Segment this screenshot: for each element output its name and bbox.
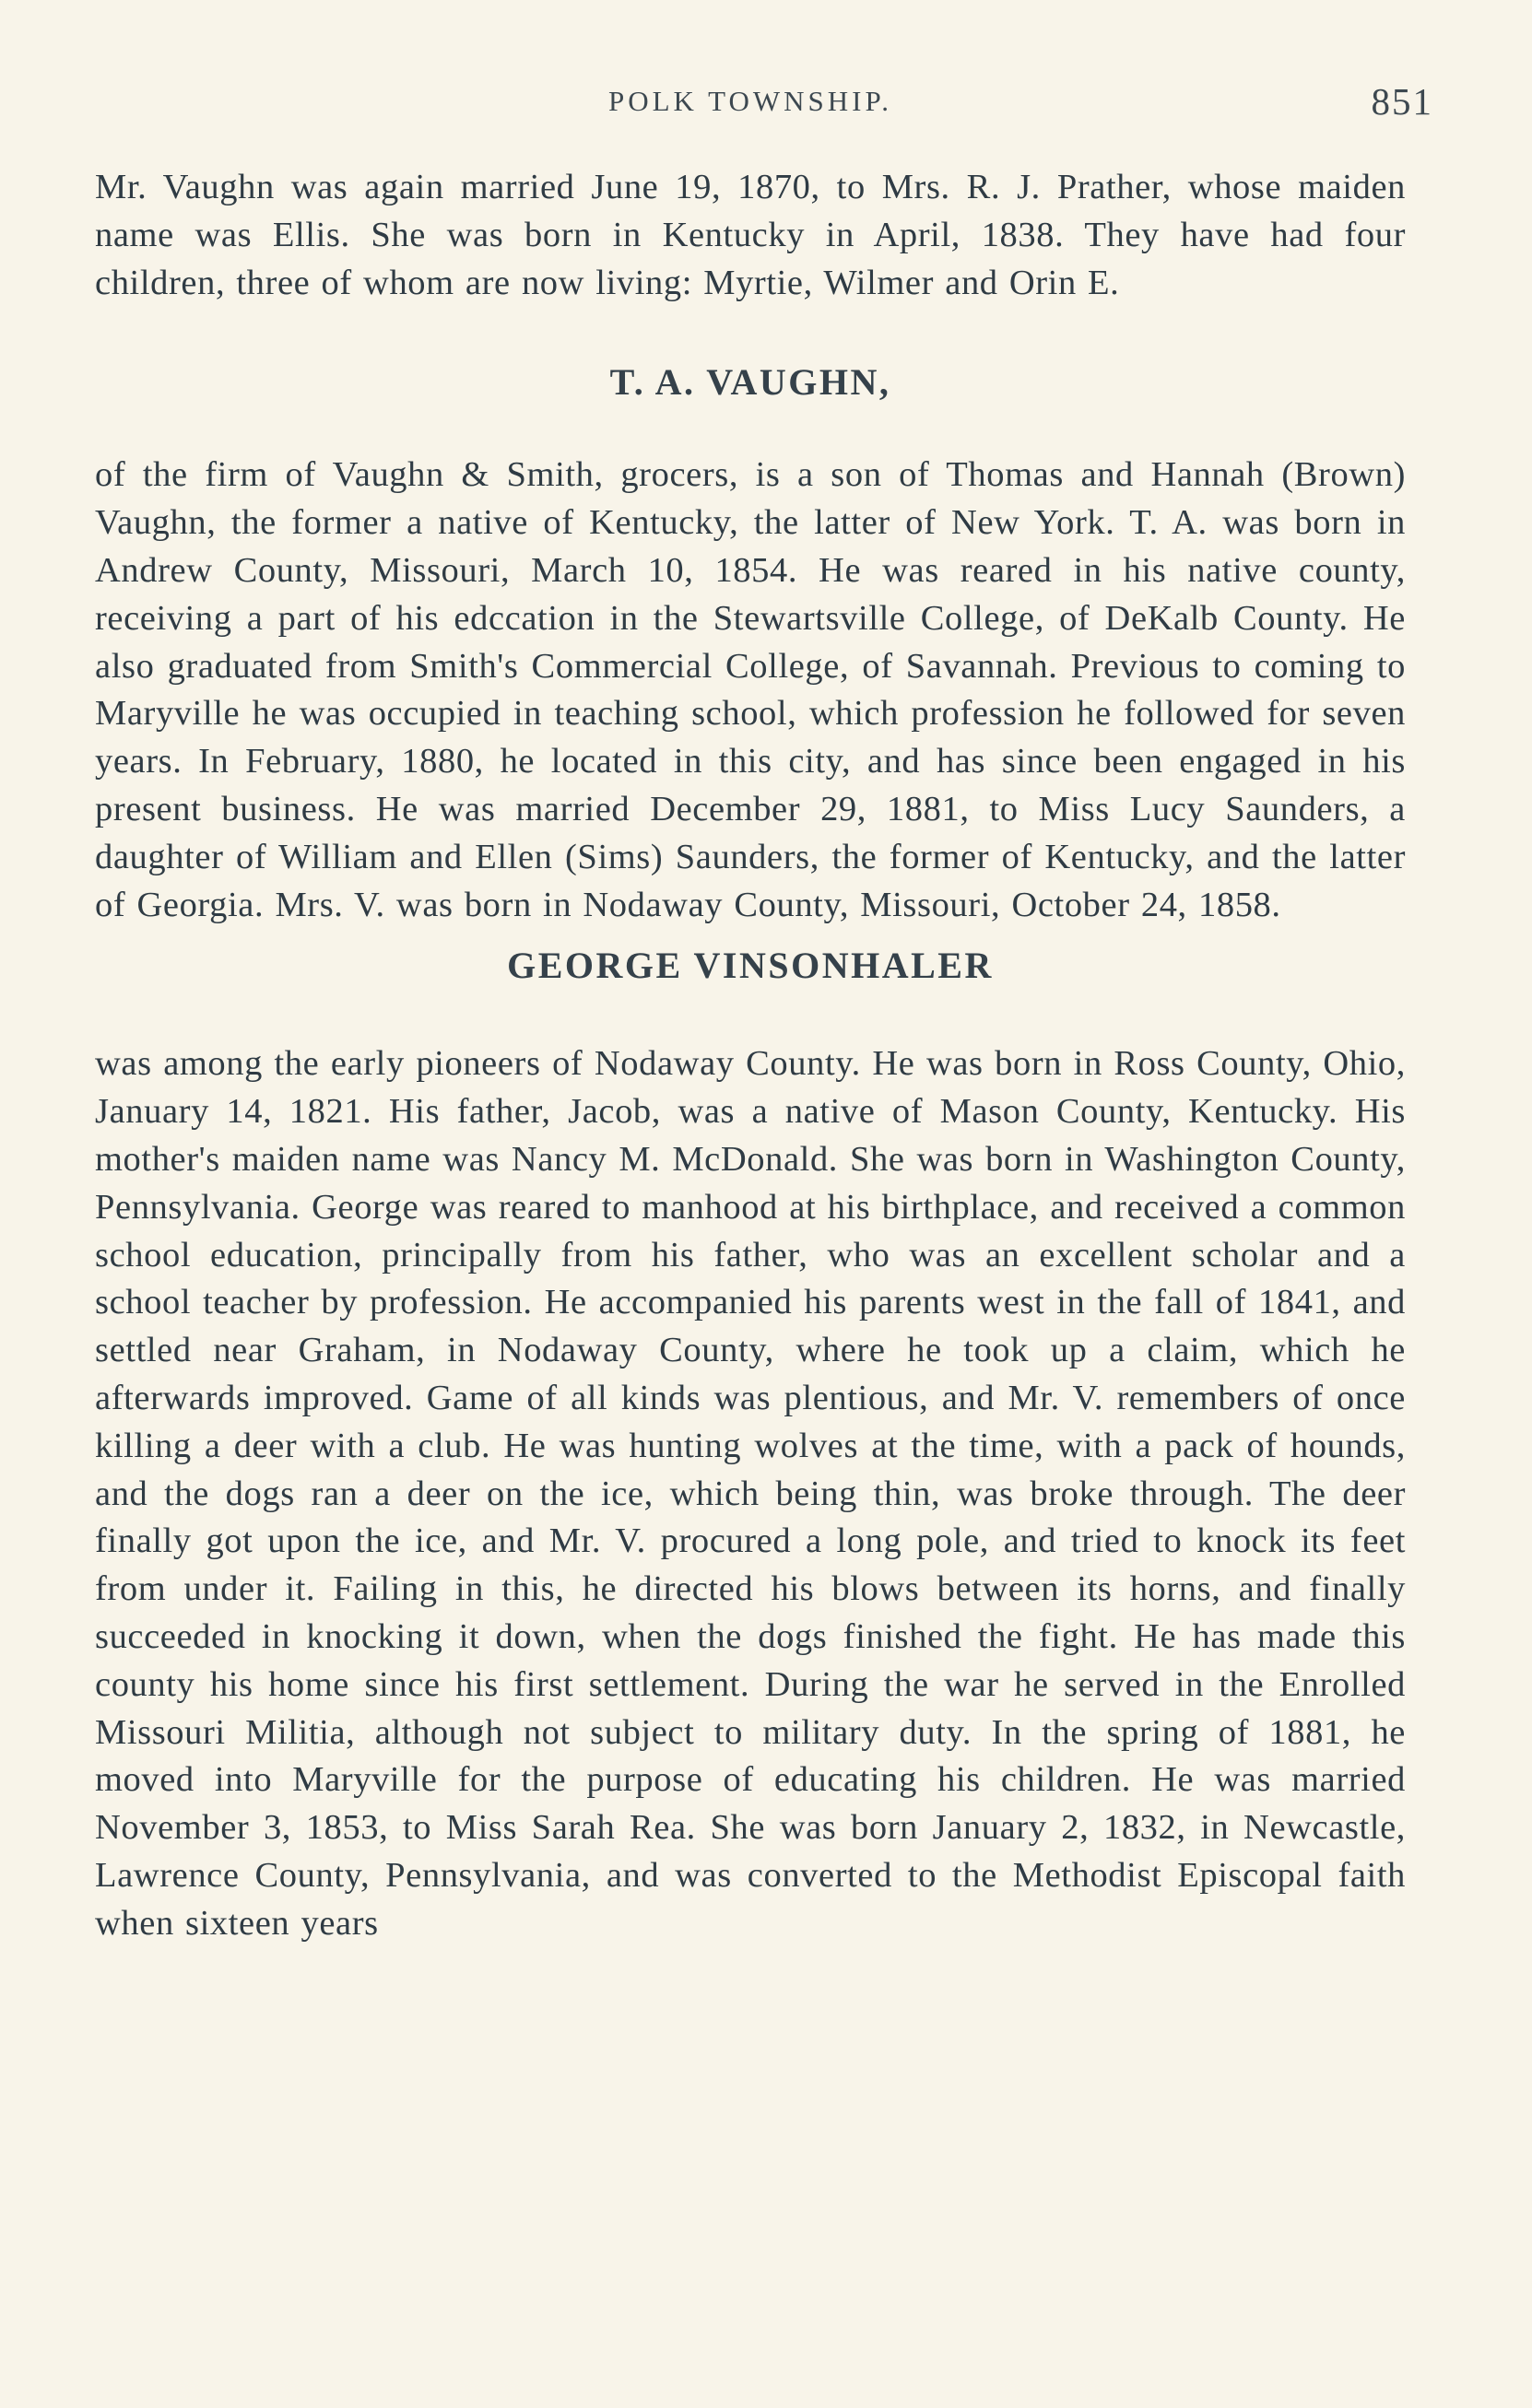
section-heading-ta-vaughn: T. A. VAUGHN, [609, 361, 891, 404]
page-number: 851 [1371, 80, 1433, 123]
intro-paragraph: Mr. Vaughn was again married June 19, 1870, to Mrs. R. J. Prather, whose maiden name was Ellis. She was born in Kentucky in April, 1838. They have had four children, three of whom are now living: Myrtie, Wilmer and Orin E. [95, 168, 1406, 302]
section-body-ta-vaughn: of the firm of Vaughn & Smith, grocers, is a son of Thomas and Hannah (Brown) Vaughn, the former a native of Kentucky, the latter of New York. T. A. was born in Andrew County, Missouri, March 10, 1854. He was reared in his native county, receiving a part of his edccation in the Stewartsville College, of DeKalb County. He also graduated from Smith's Commercial College, of Savannah. Previous to coming to Maryville he was occupied in teaching school, which profession he followed for seven years. In February, 1880, he located in this city, and has since been engaged in his present business. He was married December 29, 1881, to Miss Lucy Saunders, a daughter of William and Ellen (Sims) Saunders, the former of Kentucky, and the latter of Georgia. Mrs. V. was born in Nodaway County, Missouri, October 24, 1858. [95, 455, 1406, 924]
section-body-george-vinsonhaler: was among the early pioneers of Nodaway County. He was born in Ross County, Ohio, January 14, 1821. His father, Jacob, was a native of Mason County, Kentucky. His mother's maiden name was Nancy M. McDonald. She was born in Washington County, Pennsylvania. George was reared to manhood at his birthplace, and received a common school education, principally from his father, who was an excellent scholar and a school teacher by profession. He accompanied his parents west in the fall of 1841, and settled near Graham, in Nodaway County, where he took up a claim, which he afterwards improved. Game of all kinds was plentious, and Mr. V. remembers of once killing a deer with a club. He was hunting wolves at the time, with a pack of hounds, and the dogs ran a deer on the ice, which being thin, was broke through. The deer finally got upon the ice, and Mr. V. procured a long pole, and tried to knock its feet from under it. Failing in this, he directed his blows between its horns, and finally succeeded in knocking it down, when the dogs finished the fight. He has made this county his home since his first settlement. During the war he served in the Enrolled Missouri Militia, although not subject to military duty. In the spring of 1881, he moved into Maryville for the purpose of educating his children. He was married November 3, 1853, to Miss Sarah Rea. She was born January 2, 1832, in Newcastle, Lawrence County, Pennsylvania, and was converted to the Methodist Episcopal faith when sixteen years [95, 1044, 1406, 1943]
running-header [95, 79, 1433, 138]
section-heading-george-vinsonhaler: GEORGE VINSONHALER [507, 945, 994, 987]
book-page [95, 79, 1433, 1948]
running-title: POLK TOWNSHIP. [607, 85, 893, 117]
